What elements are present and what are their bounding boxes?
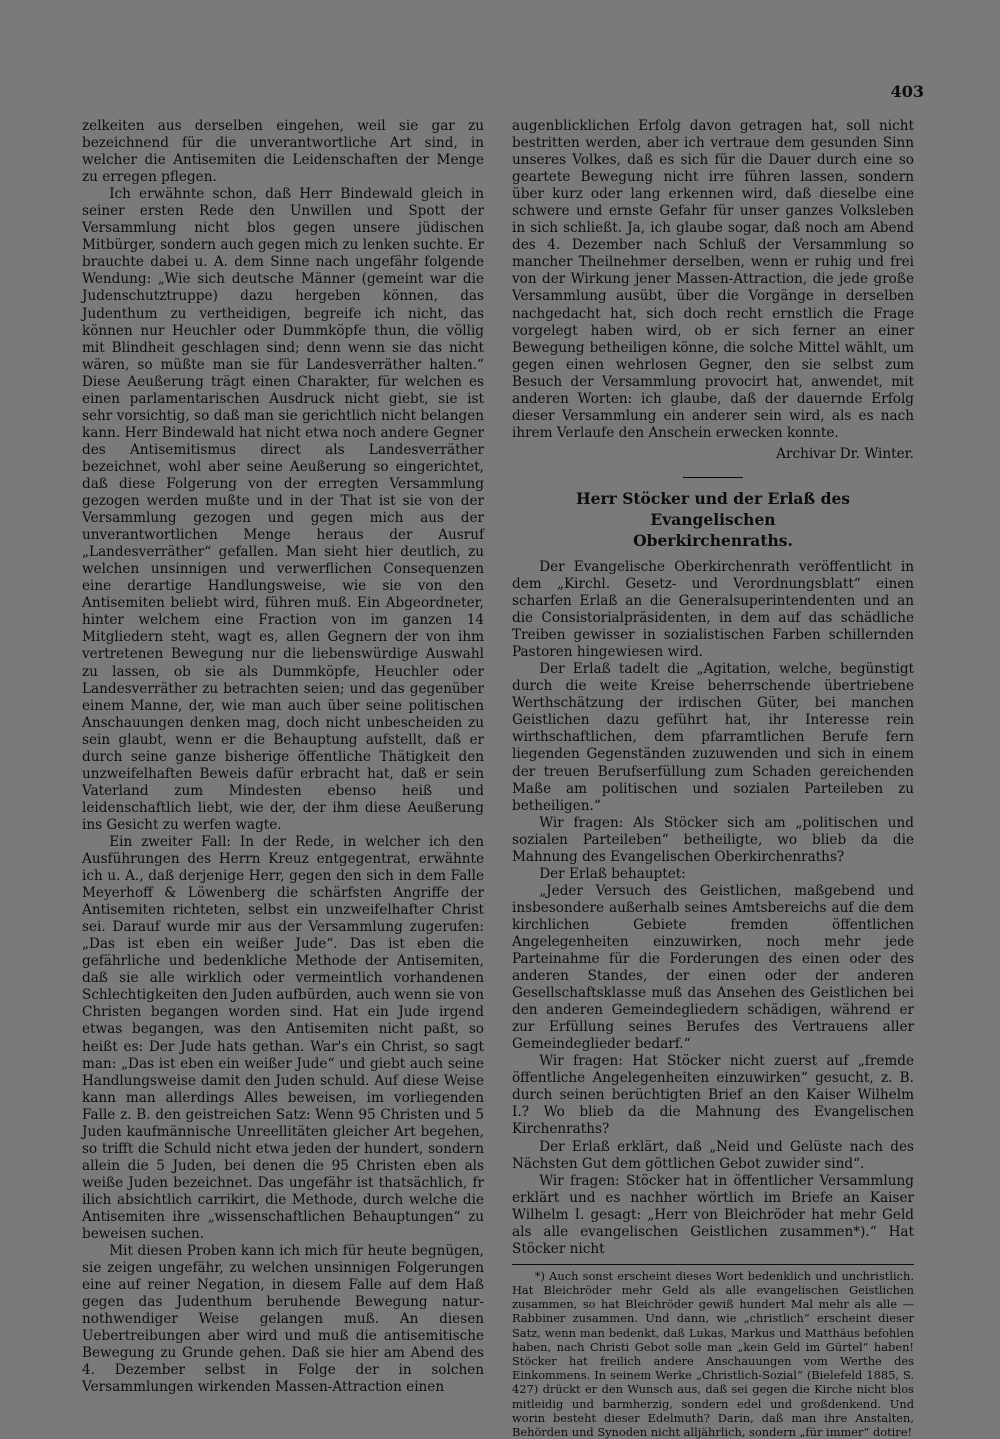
paragraph: „Jeder Versuch des Geistlichen, maßgebend und insbesondere außerhalb seines Amtsbereichs auf die dem kirchlichen Gebiete fremden öffentlichen Angelegenheiten einzuwirken, noch mehr jede Parteinahme für die Forderungen des einen oder des anderen Standes, der einen oder der anderen Gesellschaftsklasse muß das Ansehen des Geistlichen bei den anderen Gemeindegliedern schädigen, während er zur Erfüllung seines Berufes des Vertrauens aller Gemeindeglieder bedarf.“ [512,882,914,1053]
paragraph: zelkeiten aus derselben eingehen, weil sie gar zu bezeichnend für die unverantwortliche Art sind, in welcher die Antisemiten die Leidenschaften der Menge zu erregen pflegen. [82,118,484,186]
section-divider [683,477,743,478]
paragraph: Der Erlaß behauptet: [539,865,686,882]
footnote [512,1269,914,1439]
paragraph: Der Erlaß erklärt, daß „Neid und Gelüste nach des Nächsten Gut dem göttlichen Gebot zuwider sind“. [512,1138,914,1172]
paragraph: Ein zweiter Fall: In der Rede, in welcher ich den Ausführungen des Herrn Kreuz entgegentrat, erwähnte ich u. A., daß derjenige Herr, gegen den sich in dem Falle Meyerhoff & Löwenberg die schärfsten Angriffe der Antisemiten richteten, selbst ein unzweifelhafter Christ sei. Darauf wurde mir aus der Versammlung zugerufen: „Das ist eben ein weißer Jude“. Das ist eben die gefährliche und bedenkliche Methode der Antisemiten, daß sie alle wirklich oder vermeintlich vorhandenen Schlechtigkeiten den Juden aufbürden, auch wenn sie von Christen begangen worden sind. Hat ein Jude irgend etwas begangen, was den Antisemiten nicht paßt, so heißt es: Der Jude hats gethan. War's ein Christ, so sagt man: „Das ist eben ein weißer Jude“ und giebt auch seine Handlungsweise damit den Juden schuld. Auf diese Weise kann man allerdings Alles beweisen, im vorliegenden Falle z. B. den geistreichen Satz: Wenn 95 Christen und 5 Juden kaufmännische Unreellitäten gleicher Art begehen, so trifft die Schuld nicht etwa jeden der hundert, sondern allein die 5 Juden, bei denen die 95 Christen eben als weiße Juden bezeichnet. Das ungefähr ist thatsächlich, fr ilich absichtlich carrikirt, die Methode, durch welche die Antisemiten ihre „wissenschaftlichen Behauptungen“ zu beweisen suchen. [82,833,484,1243]
section-heading [512,488,914,551]
paragraph: Wir fragen: Hat Stöcker nicht zuerst auf „fremde öffentliche Angelegenheiten einzuwirken“ gesucht, z. B. durch seinen berüchtigten Brief an den Kaiser Wilhelm I.? Wo blieb da die Mahnung des Evangelischen Kirchenraths? [512,1053,914,1138]
paragraph: Wir fragen: Als Stöcker sich am „politischen und sozialen Parteileben“ betheiligte, wo blieb da die Mahnung des Evangelischen Oberkirchenraths? [512,814,914,865]
paragraph: Mit diesen Proben kann ich mich für heute begnügen, sie zeigen ungefähr, zu welchen unsinnigen Folgerungen eine auf reiner Negation, in diesem Falle auf dem Haß gegen das Judenthum beruhende Bewegung natur-nothwendiger Weise gelangen muß. An diesen Uebertreibungen aber wird und muß die antisemitische Bewegung zu Grunde gehen. Daß sie hier am Abend des 4. Dezember selbst in Folge der in solchen Versammlungen wirkenden Massen-Attraction einen [82,1243,484,1396]
page-number: 403 [890,82,924,101]
paragraph: Ich erwähnte schon, daß Herr Bindewald gleich in seiner ersten Rede den Unwillen und Spott der Versammlung nicht blos gegen unsere jüdischen Mitbürger, sondern auch gegen mich zu lenken suchte. Er brauchte dabei u. A. dem Sinne nach ungefähr folgende Wendung: „Wie sich deutsche Männer (gemeint war die Judenschutztruppe) dazu hergeben können, das Judenthum zu vertheidigen, begreife ich nicht, das können nur Heuchler oder Dummköpfe thun, die völlig mit Blindheit geschlagen sind; denn wenn sie das nicht wären, so müßte man sie für Landesverräther halten.“ Diese Aeußerung trägt einen Charakter, für welchen es einen parlamentarischen Ausdruck nicht giebt, sie ist sehr vorsichtig, so daß man sie gerichtlich nicht belangen kann. Herr Bindewald hat nicht etwa noch andere Gegner des Antisemitismus direct als Landesverräther bezeichnet, wohl aber seine Aeußerung so eingerichtet, daß diese Folgerung von der erregten Versammlung gezogen werden mußte und in der That ist sie von der Versammlung gezogen und gegen mich aus der unverantwortlichen Menge heraus der Ausruf „Landesverräther“ gefallen. Man sieht hier deutlich, zu welchen unsinnigen und verwerflichen Consequenzen eine derartige Handlungsweise, wie sie von den Antisemiten beliebt wird, führen muß. Ein Abgeordneter, hinter welchem eine Fraction von im ganzen 14 Mitgliedern steht, wagt es, allen Gegnern der von ihm vertretenen Bewegung nur die liebenswürdige Auswahl zu lassen, ob sie als Dummköpfe, Heuchler oder Landesverräther zu betrachten seien; und das gegenüber einem Manne, der, wie man auch über seine politischen Anschauungen denken mag, doch nicht unbescheiden zu sein glaubt, wenn er die Behauptung aufstellt, daß er durch seine ganze bisherige öffentliche Thätigkeit den unzweifelhaften Beweis dafür erbracht hat, daß er sein Vaterland zum Mindesten ebenso heiß und leidenschaftlich liebt, wie der, der ihm diese Aeußerung ins Gesicht zu werfen wagte. [82,186,484,833]
right-column [512,118,914,1439]
left-column [82,118,484,1397]
paragraph: Der Erlaß tadelt die „Agitation, welche, begünstigt durch die weite Kreise beherrschende übertriebene Werthschätzung der irdischen Güter, bei manchen Geistlichen dazu geführt hat, ihr Interesse rein wirthschaftlichen, dem pfarramtlichen Berufe fern liegenden Gegenständen zuzuwenden und sich in einem der treuen Berufserfüllung zum Schaden gereichenden Maße am politischen und sozialen Parteileben zu betheiligen.“ [512,661,914,814]
paragraph: augenblicklichen Erfolg davon getragen hat, soll nicht bestritten werden, aber ich vertraue dem gesunden Sinn unseres Volkes, daß es sich für die Dauer durch eine so geartete Bewegung nicht irre führen lassen, sondern über kurz oder lang erkennen wird, daß dieselbe eine schwere und ernste Gefahr für unser ganzes Volksleben in sich schließt. Ja, ich glaube sogar, daß noch am Abend des 4. Dezember nach Schluß der Versammlung so mancher Theilnehmer derselben, wenn er ruhig und frei von der Wirkung jener Massen-Attraction, die jede große Versammlung ausübt, über die Vorgänge in derselben nachgedacht hat, sich doch recht ernstlich die Frage vorgelegt haben wird, ob er sich ferner an einer Bewegung betheiligen könne, die solche Mittel wählt, um gegen einen wehrlosen Gegner, den sie selbst zum Besuch der Versammlung provocirt hat, anwendet, mit anderen Worten: ich glaube, daß der dauernde Erfolg dieser Versammlung ein anderer sein wird, als es nach ihrem Verlaufe den Anschein erwecken konnte. [512,118,914,441]
paragraph: Wir fragen: Stöcker hat in öffentlicher Versammlung erklärt und es nachher wörtlich im Briefe an Kaiser Wilhelm I. gesagt: „Herr von Bleichröder hat mehr Geld als alle evangelischen Geistlichen zusammen*).“ Hat Stöcker nicht [512,1172,914,1257]
heading-line: Herr Stöcker und der Erlaß des Evangelischen [575,488,851,529]
footnote-divider [512,1264,914,1265]
paragraph: Der Evangelische Oberkirchenrath veröffentlicht in dem „Kirchl. Gesetz- und Verordnungsblatt“ einen scharfen Erlaß an die Generalsuperintendenten und an die Consistorialpräsidenten, in dem auf das schädliche Treiben gewisser in sozialistischen Farben schillernden Pastoren hingewiesen wird. [512,558,914,661]
heading-line: Oberkirchenraths. [633,530,793,550]
footnote-text: *) Auch sonst erscheint dieses Wort bedenklich und unchristlich. Hat Bleichröder mehr Geld als alle evangelischen Geistlichen zusammen, so hat Bleichröder gewiß hundert Mal mehr als alle — Rabbiner zusammen. Und dann, wie „christlich“ erscheint dieser Satz, wenn man bedenkt, daß Lukas, Markus und Matthäus befohlen haben, nach Christi Gebot solle man „kein Geld im Gürtel“ haben! Stöcker hat freilich andere Anschauungen vom Werthe des Einkommens. In seinem Werke „Christlich-Sozial“ (Bielefeld 1885, S. 427) drückt er den Wunsch aus, daß sei gegen die Kirche nicht blos mitleidig und barmherzig, sondern edel und großdenkend. Und worin besteht dieser Edelmuth? Darin, daß man ihre Anstalten, Behörden und Synoden nicht alljährlich, sondern „für immer“ dotire! [512,1268,914,1439]
author-signature: Archivar Dr. Winter. [776,445,914,462]
